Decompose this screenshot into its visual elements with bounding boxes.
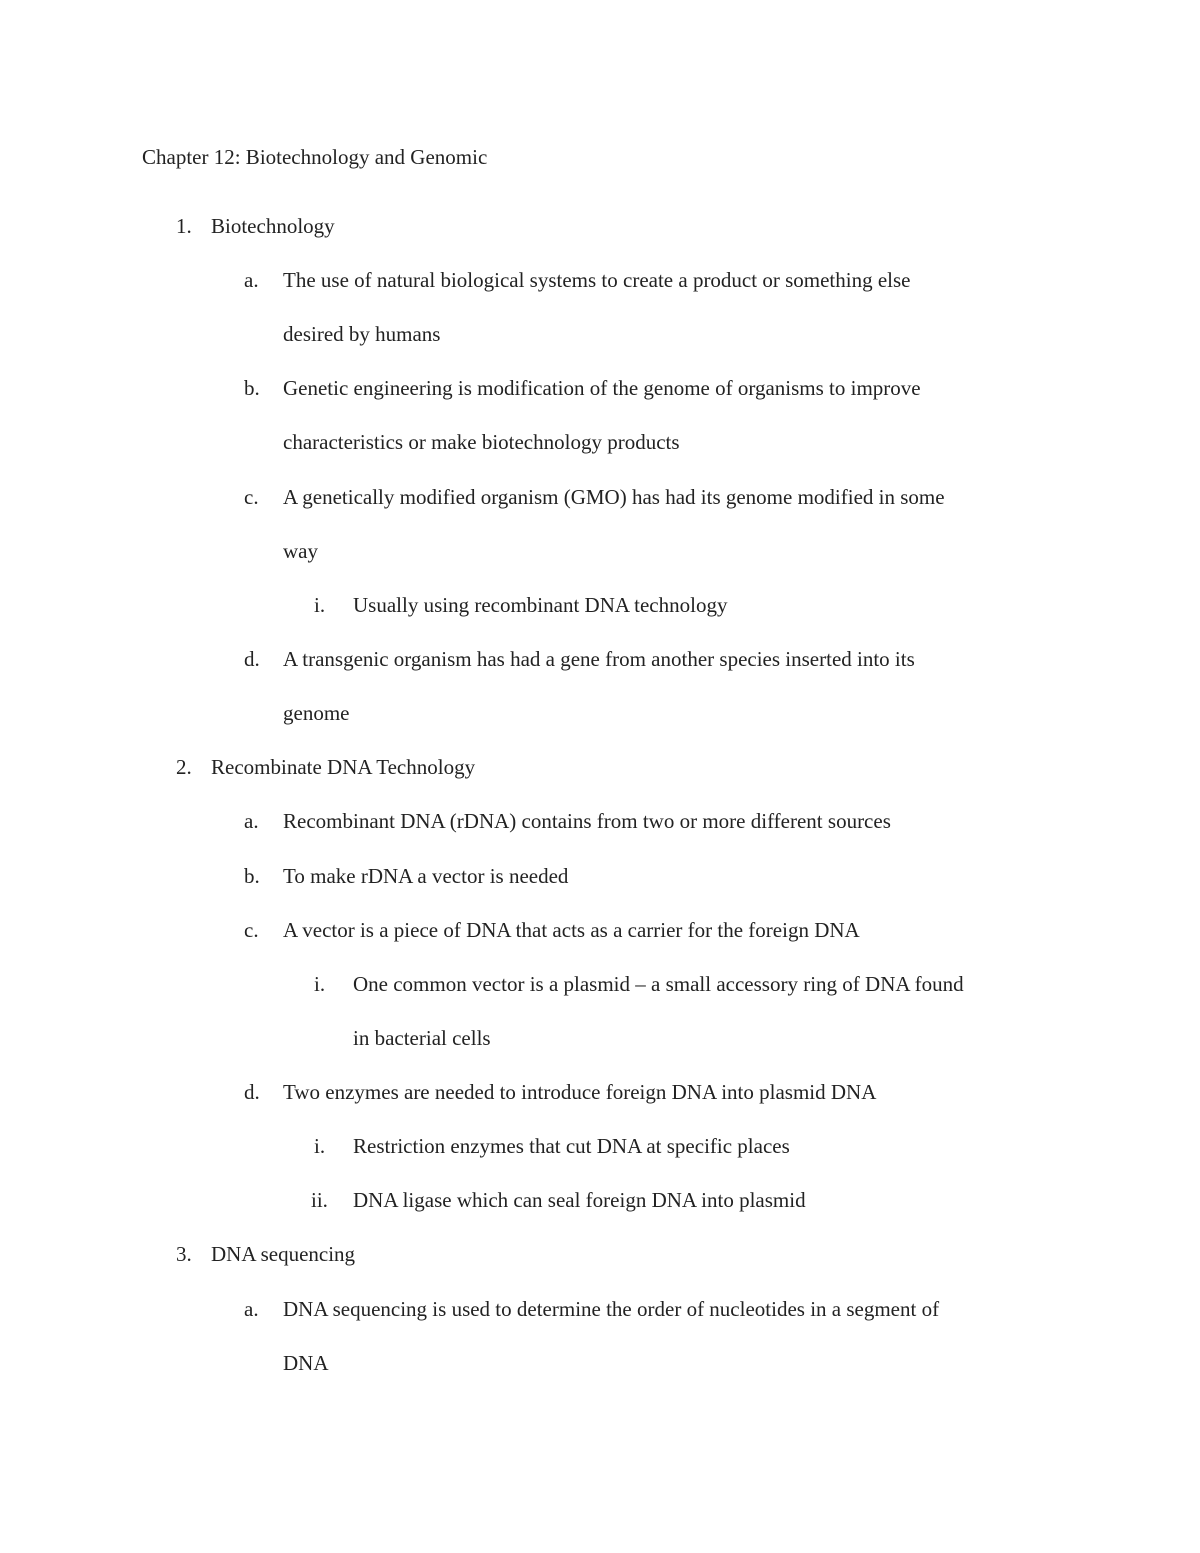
s2-item-d-sub-ii-marker: ii.: [311, 1188, 328, 1212]
s3-item-a-text-cont: DNA: [283, 1351, 329, 1375]
s2-item-c-marker: c.: [244, 918, 259, 942]
s2-item-a-marker: a.: [244, 809, 259, 833]
s2-item-c-sub-i-text-cont: in bacterial cells: [353, 1026, 491, 1050]
section-2-heading: Recombinate DNA Technology: [211, 755, 476, 779]
s1-item-c-text: A genetically modified organism (GMO) has had its genome modified in some: [283, 485, 945, 509]
s2-item-d-text: Two enzymes are needed to introduce foreign DNA into plasmid DNA: [283, 1080, 877, 1104]
s2-item-c-sub-i-marker: i.: [314, 972, 326, 996]
s2-item-d-marker: d.: [244, 1080, 260, 1104]
section-2-number: 2.: [176, 755, 192, 779]
section-3-heading: DNA sequencing: [211, 1242, 356, 1266]
s3-item-a-marker: a.: [244, 1297, 259, 1321]
section-1-heading: Biotechnology: [211, 214, 335, 238]
s1-item-d-text-cont: genome: [283, 701, 350, 725]
s2-item-c-sub-i-text: One common vector is a plasmid – a small accessory ring of DNA found: [353, 972, 964, 996]
s1-item-a-text: The use of natural biological systems to create a product or something else: [283, 268, 911, 292]
section-1-number: 1.: [176, 214, 192, 238]
s2-item-b-marker: b.: [244, 864, 260, 888]
s2-item-d-sub-ii-text: DNA ligase which can seal foreign DNA into plasmid: [353, 1188, 806, 1212]
s2-item-a-text: Recombinant DNA (rDNA) contains from two or more different sources: [283, 809, 891, 833]
s1-item-b-marker: b.: [244, 376, 260, 400]
s1-item-a-marker: a.: [244, 268, 259, 292]
s2-item-d-sub-i-text: Restriction enzymes that cut DNA at specific places: [353, 1134, 790, 1158]
page-title: Chapter 12: Biotechnology and Genomic: [142, 145, 488, 169]
s2-item-b-text: To make rDNA a vector is needed: [283, 864, 569, 888]
s2-item-d-sub-i-marker: i.: [314, 1134, 326, 1158]
section-3-number: 3.: [176, 1242, 192, 1266]
s1-item-b-text: Genetic engineering is modification of the genome of organisms to improve: [283, 376, 921, 400]
s1-item-c-sub-i-marker: i.: [314, 593, 326, 617]
s2-item-c-text: A vector is a piece of DNA that acts as a carrier for the foreign DNA: [283, 918, 860, 942]
s1-item-a-text-cont: desired by humans: [283, 322, 441, 346]
s3-item-a-text: DNA sequencing is used to determine the order of nucleotides in a segment of: [283, 1297, 940, 1321]
s1-item-c-text-cont: way: [283, 539, 318, 563]
s1-item-c-marker: c.: [244, 485, 259, 509]
s1-item-b-text-cont: characteristics or make biotechnology products: [283, 430, 680, 454]
s1-item-d-marker: d.: [244, 647, 260, 671]
s1-item-c-sub-i-text: Usually using recombinant DNA technology: [353, 593, 728, 617]
s1-item-d-text: A transgenic organism has had a gene from another species inserted into its: [283, 647, 915, 671]
